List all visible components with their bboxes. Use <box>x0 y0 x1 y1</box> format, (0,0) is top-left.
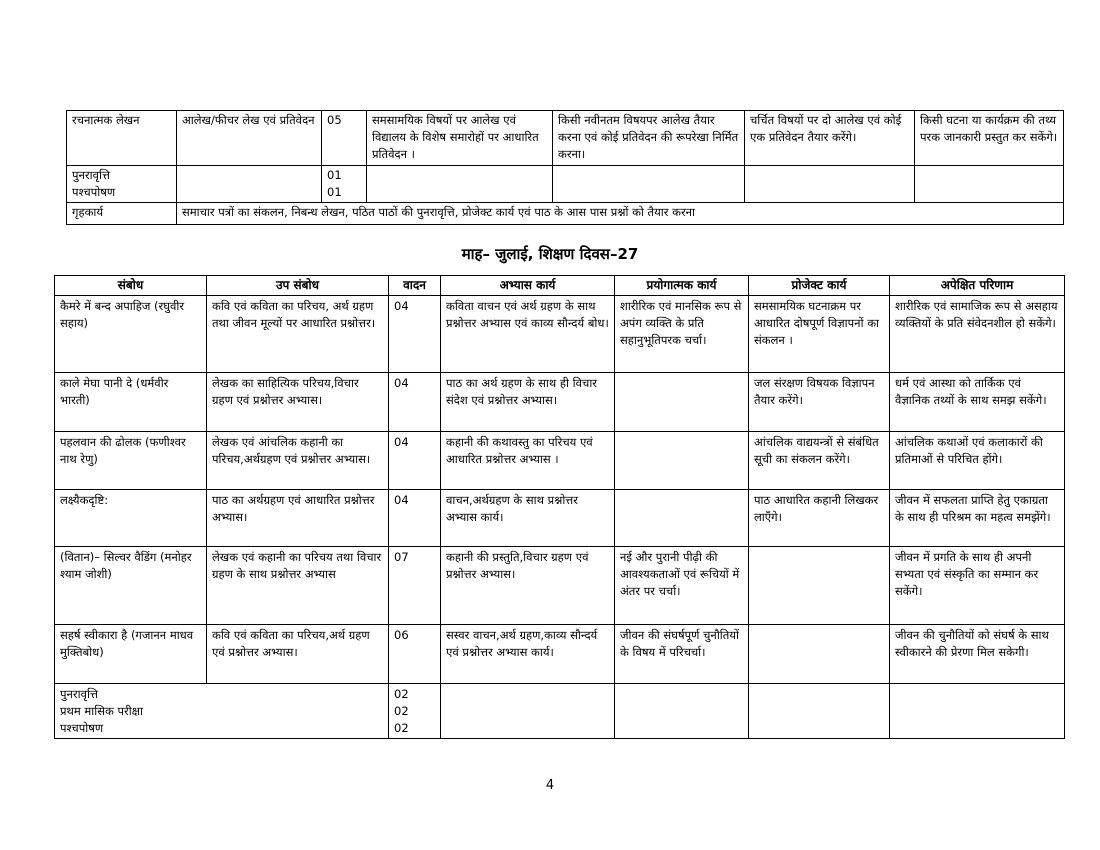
homework-row <box>67 203 1064 225</box>
practical-cell: जीवन की संघर्षपूर्ण चुनौतियों के विषय में परिचर्चा। <box>615 625 749 684</box>
table-row <box>55 432 1065 490</box>
periods-cell: 07 <box>389 547 441 625</box>
month-heading: माह– जुलाई, शिक्षण दिवस–27 <box>461 245 639 263</box>
periods-cell: 06 <box>389 625 441 684</box>
periods-value: 02 <box>394 704 409 718</box>
subtopic-cell: आलेख/फीचर लेख एवं प्रतिवेदन <box>177 111 322 166</box>
table-row <box>55 625 1065 684</box>
revision-label: पुनरावृत्ति <box>60 687 98 701</box>
outcome-cell: जीवन की चुनौतियों को संघर्ष के साथ स्वीकारने की प्रेरणा मिल सकेगी। <box>890 625 1065 684</box>
periods-cell: 04 <box>389 373 441 432</box>
table-header-row <box>55 276 1065 296</box>
writing-plan-table <box>66 110 1064 225</box>
subtopic-cell <box>177 166 322 203</box>
practical-cell: शारीरिक एवं मानसिक रूप से अपंग व्यक्ति के प्रति सहानुभूतिपरक चर्चा। <box>615 296 749 373</box>
revision-label: पुनरावृत्ति <box>72 168 110 182</box>
project-cell: चर्चित विषयों पर दो आलेख एवं कोई एक प्रतिवेदन तैयार करेंगे। <box>745 111 915 166</box>
feedback-label: पश्चपोषण <box>60 721 104 735</box>
table-row <box>55 490 1065 547</box>
topic-cell: लक्ष्यैकदृष्टि: <box>55 490 207 547</box>
project-cell: समसामयिक घटनाक्रम पर आधारित दोषपूर्ण विज्ञापनों का संकलन । <box>749 296 890 373</box>
project-cell <box>749 684 890 739</box>
periods-value: 02 <box>394 687 409 701</box>
practice-cell: वाचन,अर्थग्रहण के साथ प्रश्नोत्तर अभ्यास कार्य। <box>441 490 615 547</box>
column-header: प्रोजेक्ट कार्य <box>749 276 890 296</box>
column-header: संबोध <box>55 276 207 296</box>
subtopic-cell: कवि एवं कविता का परिचय,अर्थ ग्रहण एवं प्रश्नोत्तर अभ्यास। <box>207 625 389 684</box>
column-header: अपेक्षित परिणाम <box>890 276 1065 296</box>
topic-cell <box>67 166 177 203</box>
periods-value: 02 <box>394 721 409 735</box>
periods-cell <box>322 166 367 203</box>
practice-cell: कहानी की प्रस्तुति,विचार ग्रहण एवं प्रश्नोत्तर अभ्यास। <box>441 547 615 625</box>
periods-cell: 04 <box>389 490 441 547</box>
practice-cell: समसामयिक विषयों पर आलेख एवं विद्यालय के विशेष समारोहों पर आधारित प्रतिवेदन । <box>367 111 553 166</box>
project-cell <box>749 625 890 684</box>
table-row <box>55 547 1065 625</box>
practice-cell: कविता वाचन एवं अर्थ ग्रहण के साथ प्रश्नोत्तर अभ्यास एवं काव्य सौन्दर्य बोध। <box>441 296 615 373</box>
column-header: उप संबोध <box>207 276 389 296</box>
page-number: 4 <box>545 778 555 793</box>
table-row <box>55 296 1065 373</box>
topic-cell: काले मेघा पानी दे (धर्मवीर भारती) <box>55 373 207 432</box>
project-cell <box>749 547 890 625</box>
table-row <box>67 111 1064 166</box>
practice-cell: कहानी की कथावस्तु का परिचय एवं आधारित प्रश्नोत्तर अभ्यास । <box>441 432 615 490</box>
practical-cell <box>615 684 749 739</box>
subtopic-cell: लेखक का साहित्यिक परिचय,विचार ग्रहण एवं प्रश्नोत्तर अभ्यास। <box>207 373 389 432</box>
subtopic-cell: लेखक एवं आंचलिक कहानी का परिचय,अर्थग्रहण एवं प्रश्नोत्तर अभ्यास। <box>207 432 389 490</box>
outcome-cell: जीवन में प्रगति के साथ ही अपनी सभ्यता एवं संस्कृति का सम्मान कर सकेंगे। <box>890 547 1065 625</box>
table-row <box>55 373 1065 432</box>
practical-cell <box>615 490 749 547</box>
topic-cell <box>55 684 389 739</box>
outcome-cell: धर्म एवं आस्था को तार्किक एवं वैज्ञानिक तथ्यों के साथ समझ सकेंगे। <box>890 373 1065 432</box>
periods-value: 01 <box>327 168 342 182</box>
project-cell: जल संरक्षण विषयक विज्ञापन तैयार करेंगे। <box>749 373 890 432</box>
revision-row <box>55 684 1065 739</box>
monthly-plan-table <box>54 275 1065 739</box>
outcome-cell: जीवन में सफलता प्राप्ति हेतु एकाग्रता के साथ ही परिश्रम का महत्व समझेंगे। <box>890 490 1065 547</box>
homework-text: समाचार पत्रों का संकलन, निबन्ध लेखन, पठित पाठों की पुनरावृत्ति, प्रोजेक्ट कार्य एवं पाठ के आस पास प्रश्नों को तैयार करना <box>177 203 1064 225</box>
practice-cell: सस्वर वाचन,अर्थ ग्रहण,काव्य सौन्दर्य एवं प्रश्नोत्तर अभ्यास कार्य। <box>441 625 615 684</box>
periods-cell: 05 <box>322 111 367 166</box>
monthly-exam-label: प्रथम मासिक परीक्षा <box>60 704 143 718</box>
topic-cell: सहर्ष स्वीकारा है (गजानन माधव मुक्तिबोध) <box>55 625 207 684</box>
practical-cell <box>615 373 749 432</box>
topic-cell: पहलवान की ढोलक (फणीश्वर नाथ रेणु) <box>55 432 207 490</box>
topic-cell: (वितान)– सिल्वर वैडिंग (मनोहर श्याम जोशी) <box>55 547 207 625</box>
practical-cell: किसी नवीनतम विषयपर आलेख तैयार करना एवं कोई प्रतिवेदन की रूपरेखा निर्मित करना। <box>553 111 745 166</box>
project-cell: पाठ आधारित कहानी लिखकर लाएँगे। <box>749 490 890 547</box>
column-header: वादन <box>389 276 441 296</box>
subtopic-cell: कवि एवं कविता का परिचय, अर्थ ग्रहण तथा जीवन मूल्यों पर आधारित प्रश्नोत्तर। <box>207 296 389 373</box>
outcome-cell <box>890 684 1065 739</box>
practical-cell <box>615 432 749 490</box>
outcome-cell <box>915 166 1064 203</box>
subtopic-cell: लेखक एवं कहानी का परिचय तथा विचार ग्रहण के साथ प्रश्नोत्तर अभ्यास <box>207 547 389 625</box>
practice-cell <box>367 166 553 203</box>
outcome-cell: शारीरिक एवं सामाजिक रूप से असहाय व्यक्तियों के प्रति संवेदनशील हो सकेंगे। <box>890 296 1065 373</box>
subtopic-cell: पाठ का अर्थग्रहण एवं आधारित प्रश्नोत्तर अभ्यास। <box>207 490 389 547</box>
outcome-cell: आंचलिक कथाओं एवं कलाकारों की प्रतिमाओं से परिचित होंगे। <box>890 432 1065 490</box>
homework-label: गृहकार्य <box>67 203 177 225</box>
practical-cell: नई और पुरानी पीढ़ी की आवश्यकताओं एवं रूचियों में अंतर पर चर्चा। <box>615 547 749 625</box>
practice-cell: पाठ का अर्थ ग्रहण के साथ ही विचार संदेश एवं प्रश्नोत्तर अभ्यास। <box>441 373 615 432</box>
column-header: अभ्यास कार्य <box>441 276 615 296</box>
topic-cell: रचनात्मक लेखन <box>67 111 177 166</box>
practical-cell <box>553 166 745 203</box>
table-row <box>67 166 1064 203</box>
periods-cell: 04 <box>389 296 441 373</box>
column-header: प्रयोगात्मक कार्य <box>615 276 749 296</box>
periods-cell <box>389 684 441 739</box>
periods-value: 01 <box>327 185 342 199</box>
outcome-cell: किसी घटना या कार्यक्रम की तथ्य परक जानकारी प्रस्तुत कर सकेंगे। <box>915 111 1064 166</box>
practice-cell <box>441 684 615 739</box>
project-cell: आंचलिक वाद्ययन्त्रों से संबंधित सूची का संकलन करेंगे। <box>749 432 890 490</box>
topic-cell: कैमरे में बन्द अपाहिज (रघुवीर सहाय) <box>55 296 207 373</box>
feedback-label: पश्चपोषण <box>72 185 116 199</box>
periods-cell: 04 <box>389 432 441 490</box>
project-cell <box>745 166 915 203</box>
